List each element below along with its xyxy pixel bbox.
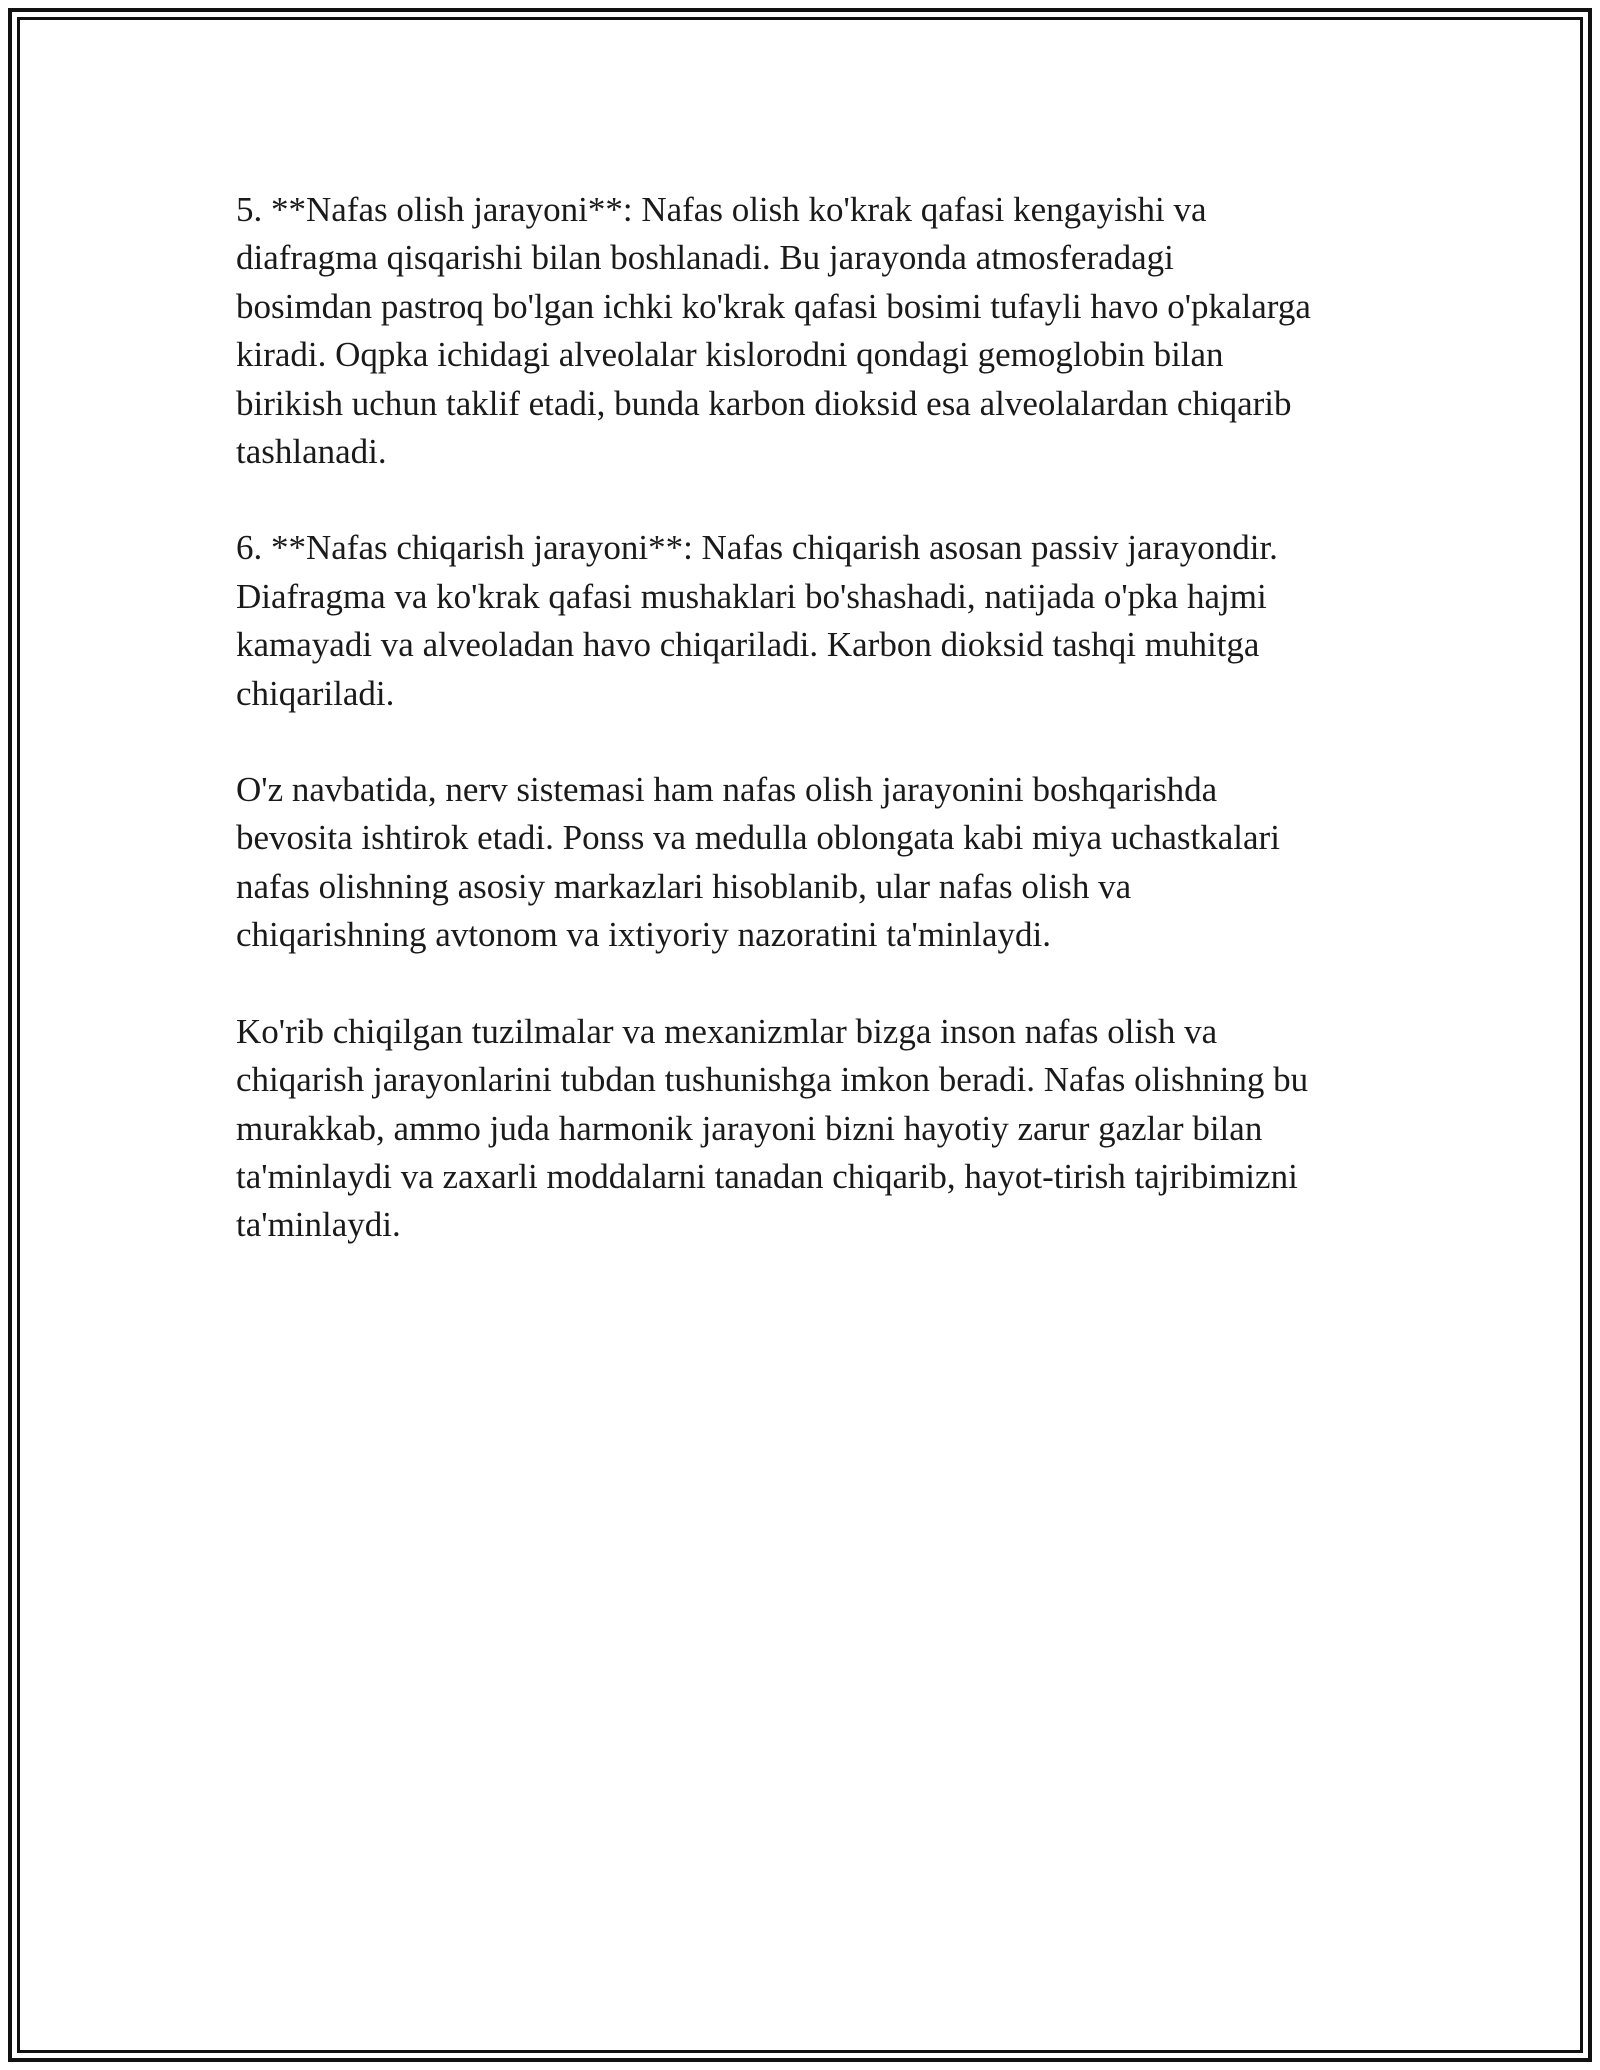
- paragraph-exhalation: 6. **Nafas chiqarish jarayoni**: Nafas chiqarish asosan passiv jarayondir. Diafragma va ko'krak qafasi mushaklari bo'shashadi, natijada o'pka hajmi kamayadi va alveoladan havo chiqariladi. Karbon dioksid tashqi muhitga chiqariladi.: [236, 528, 1278, 713]
- document-body: [236, 186, 1376, 1298]
- paragraph-inhalation: 5. **Nafas olish jarayoni**: Nafas olish ko'krak qafasi kengayishi va diafragma qisqarishi bilan boshlanadi. Bu jarayonda atmosferadagi bosimdan pastroq bo'lgan ichki ko'krak qafasi bosimi tufayli havo o'pkalarga kiradi. Oqpka ichidagi alveolalar kislorodni qondagi gemoglobin bilan birikish uchun taklif etadi, bunda karbon dioksid esa alveolalardan chiqarib tashlanadi.: [236, 190, 1311, 472]
- paragraph-conclusion: Ko'rib chiqilgan tuzilmalar va mexanizmlar bizga inson nafas olish va chiqarish jarayonlarini tubdan tushunishga imkon beradi. Nafas olishning bu murakkab, ammo juda harmonik jarayoni bizni hayotiy zarur gazlar bilan ta'minlaydi va zaxarli moddalarni tanadan chiqarib, hayot-tirish tajribimizni ta'minlaydi.: [236, 1011, 1309, 1245]
- paragraph-nervous-system: O'z navbatida, nerv sistemasi ham nafas olish jarayonini boshqarishda bevosita ishtirok etadi. Ponss va medulla oblongata kabi miya uchastkalari nafas olishning asosiy markazlari hisoblanib, ular nafas olish va chiqarishning avtonom va ixtiyoriy nazoratini ta'minlaydi.: [236, 770, 1280, 955]
